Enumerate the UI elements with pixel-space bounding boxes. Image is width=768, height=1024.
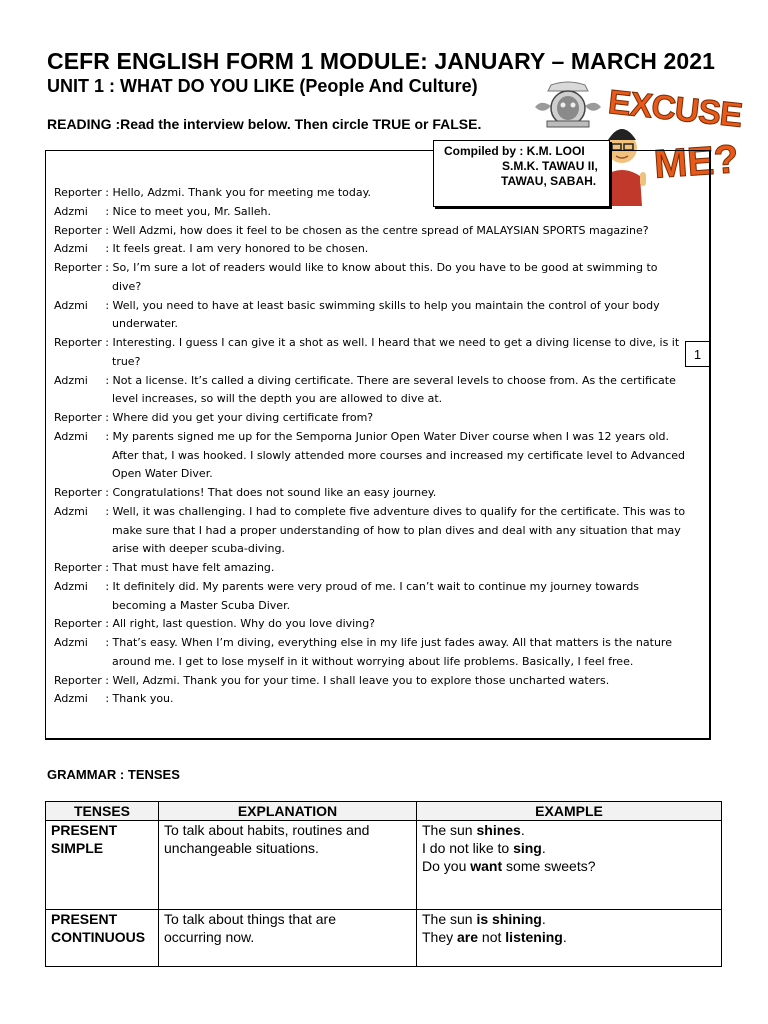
dialogue-continuation: arise with deeper scuba-diving. <box>112 542 285 556</box>
dialogue-text: That must have felt amazing. <box>112 561 275 574</box>
speaker-label: Reporter : <box>54 673 113 687</box>
dialogue-line <box>54 240 699 259</box>
tense-examples <box>417 821 722 910</box>
dialogue-line <box>54 559 699 578</box>
speaker-label: Reporter : <box>54 617 113 631</box>
reading-instruction: READING :Read the interview below. Then circle TRUE or FALSE. <box>47 116 482 132</box>
dialogue-text: So, I’m sure a lot of readers would like to know about this. Do you have to be good at swimming to <box>112 261 658 274</box>
dialogue-text: That’s easy. When I’m diving, everything else in my life just fades away. All that matters is the nature <box>112 636 672 649</box>
dialogue-continuation: dive? <box>112 279 142 293</box>
dialogue-continuation: level increases, so will the depth you are allowed to dive at. <box>112 392 443 406</box>
dialogue-line <box>54 503 699 522</box>
dialogue-text: My parents signed me up for the Semporna Junior Open Water Diver course when I was 12 years old. <box>112 429 670 443</box>
dialogue-line <box>54 222 699 241</box>
dialogue-text: Where did you get your diving certificate from? <box>112 411 374 424</box>
grammar-heading: GRAMMAR : TENSES <box>47 767 180 782</box>
dialogue-text: Well Adzmi, how does it feel to be chosen as the centre spread of MALAYSIAN SPORTS magazine? <box>112 223 649 237</box>
dialogue-continuation: around me. I get to lose myself in it without worrying about life problems. Basically, I feel free. <box>112 654 634 668</box>
speaker-label: Reporter : <box>54 486 113 499</box>
tense-name: PRESENT SIMPLE <box>46 821 159 910</box>
tense-name: PRESENT CONTINUOUS <box>46 910 159 967</box>
dialogue-line <box>54 372 699 391</box>
school-location-line: TAWAU, SABAH. <box>501 174 597 188</box>
table-row <box>46 910 722 967</box>
speaker-label: Adzmi : <box>54 373 113 387</box>
table-header-row <box>46 802 722 821</box>
page-number: 1 <box>685 341 710 367</box>
school-name-line: S.M.K. TAWAU II, <box>502 159 598 173</box>
tense-examples <box>417 910 722 967</box>
dialogue-line <box>54 615 699 634</box>
dialogue-continuation: make sure that I had a proper understanding of how to plan dives and deal with any situation that may <box>112 523 681 537</box>
compiled-by-line: Compiled by : K.M. LOOI <box>444 144 585 158</box>
tenses-table <box>45 801 722 967</box>
dialogue-text: It definitely did. My parents were very proud of me. I can’t wait to continue my journey towards <box>112 579 640 593</box>
speaker-label: Reporter : <box>54 411 113 424</box>
example-sentence: They are not listening. <box>422 929 567 945</box>
sticker-text-bottom: ME? <box>652 137 740 187</box>
dialogue-text: Thank you. <box>112 692 174 706</box>
dialogue-text: Not a license. It’s called a diving certificate. There are several levels to choose from. As the certificate <box>112 373 676 387</box>
dialogue-line <box>54 578 699 597</box>
dialogue-line <box>54 297 699 316</box>
speaker-label: Adzmi : <box>54 692 113 706</box>
dialogue-line <box>54 259 699 278</box>
dialogue-continuation: Open Water Diver. <box>112 467 213 481</box>
dialogue-line <box>54 203 699 222</box>
dialogue-text: Nice to meet you, Mr. Salleh. <box>112 204 272 218</box>
tense-explanation: To talk about habits, routines and unchangeable situations. <box>159 821 417 910</box>
column-header: EXAMPLE <box>417 802 722 821</box>
speaker-label: Adzmi : <box>54 504 113 518</box>
speaker-label: Reporter : <box>54 223 113 237</box>
speaker-label: Adzmi : <box>54 429 113 443</box>
speaker-label: Reporter : <box>54 561 113 574</box>
sticker-text-top: EXCUSE <box>606 83 744 135</box>
dialogue-text: Interesting. I guess I can give it a shot as well. I heard that we need to get a diving license to dive, is it <box>112 336 680 349</box>
dialogue-continuation: underwater. <box>112 317 179 331</box>
dialogue-line <box>54 634 699 653</box>
dialogue-line <box>54 672 699 691</box>
dialogue-line <box>54 428 699 447</box>
dialogue-continuation: becoming a Master Scuba Diver. <box>112 598 291 612</box>
dialogue-text: All right, last question. Why do you love diving? <box>112 617 376 631</box>
speaker-label: Adzmi : <box>54 242 113 256</box>
dialogue-text: It feels great. I am very honored to be chosen. <box>112 242 369 256</box>
example-sentence: The sun is shining. <box>422 911 546 927</box>
dialogue-text: Well, you need to have at least basic swimming skills to help you maintain the control of your body <box>112 298 660 312</box>
school-emblem-icon <box>533 81 603 131</box>
dialogue-line <box>54 484 699 503</box>
speaker-label: Adzmi : <box>54 204 113 218</box>
table-row <box>46 821 722 910</box>
dialogue-line <box>54 184 699 203</box>
column-header: TENSES <box>46 802 159 821</box>
column-header: EXPLANATION <box>159 802 417 821</box>
speaker-label: Reporter : <box>54 261 113 274</box>
dialogue-text: Hello, Adzmi. Thank you for meeting me today. <box>112 186 372 199</box>
speaker-label: Reporter : <box>54 186 113 199</box>
speaker-label: Adzmi : <box>54 579 113 593</box>
dialogue-line <box>54 690 699 709</box>
module-title: CEFR ENGLISH FORM 1 MODULE: JANUARY – MARCH 2021 <box>47 48 716 74</box>
example-sentence: Do you want some sweets? <box>422 858 596 874</box>
dialogue-continuation: true? <box>112 354 141 368</box>
dialogue-text: Well, Adzmi. Thank you for your time. I shall leave you to explore those uncharted waters. <box>112 673 610 687</box>
dialogue-line <box>54 409 699 428</box>
example-sentence: The sun shines. <box>422 822 525 838</box>
dialogue-line <box>54 334 699 353</box>
unit-title: UNIT 1 : WHAT DO YOU LIKE (People And Culture) <box>47 76 478 96</box>
speaker-label: Adzmi : <box>54 298 113 312</box>
speaker-label: Reporter : <box>54 336 113 349</box>
tense-explanation: To talk about things that are occurring now. <box>159 910 417 967</box>
example-sentence: I do not like to sing. <box>422 840 546 856</box>
dialogue-text: Well, it was challenging. I had to complete five adventure dives to qualify for the certificate. This was to <box>112 504 686 518</box>
dialogue-text: Congratulations! That does not sound like an easy journey. <box>112 486 437 499</box>
interview-dialogue <box>54 184 699 709</box>
speaker-label: Adzmi : <box>54 636 113 649</box>
dialogue-continuation: After that, I was hooked. I slowly attended more courses and increased my certificate level to Advanced <box>112 448 686 462</box>
